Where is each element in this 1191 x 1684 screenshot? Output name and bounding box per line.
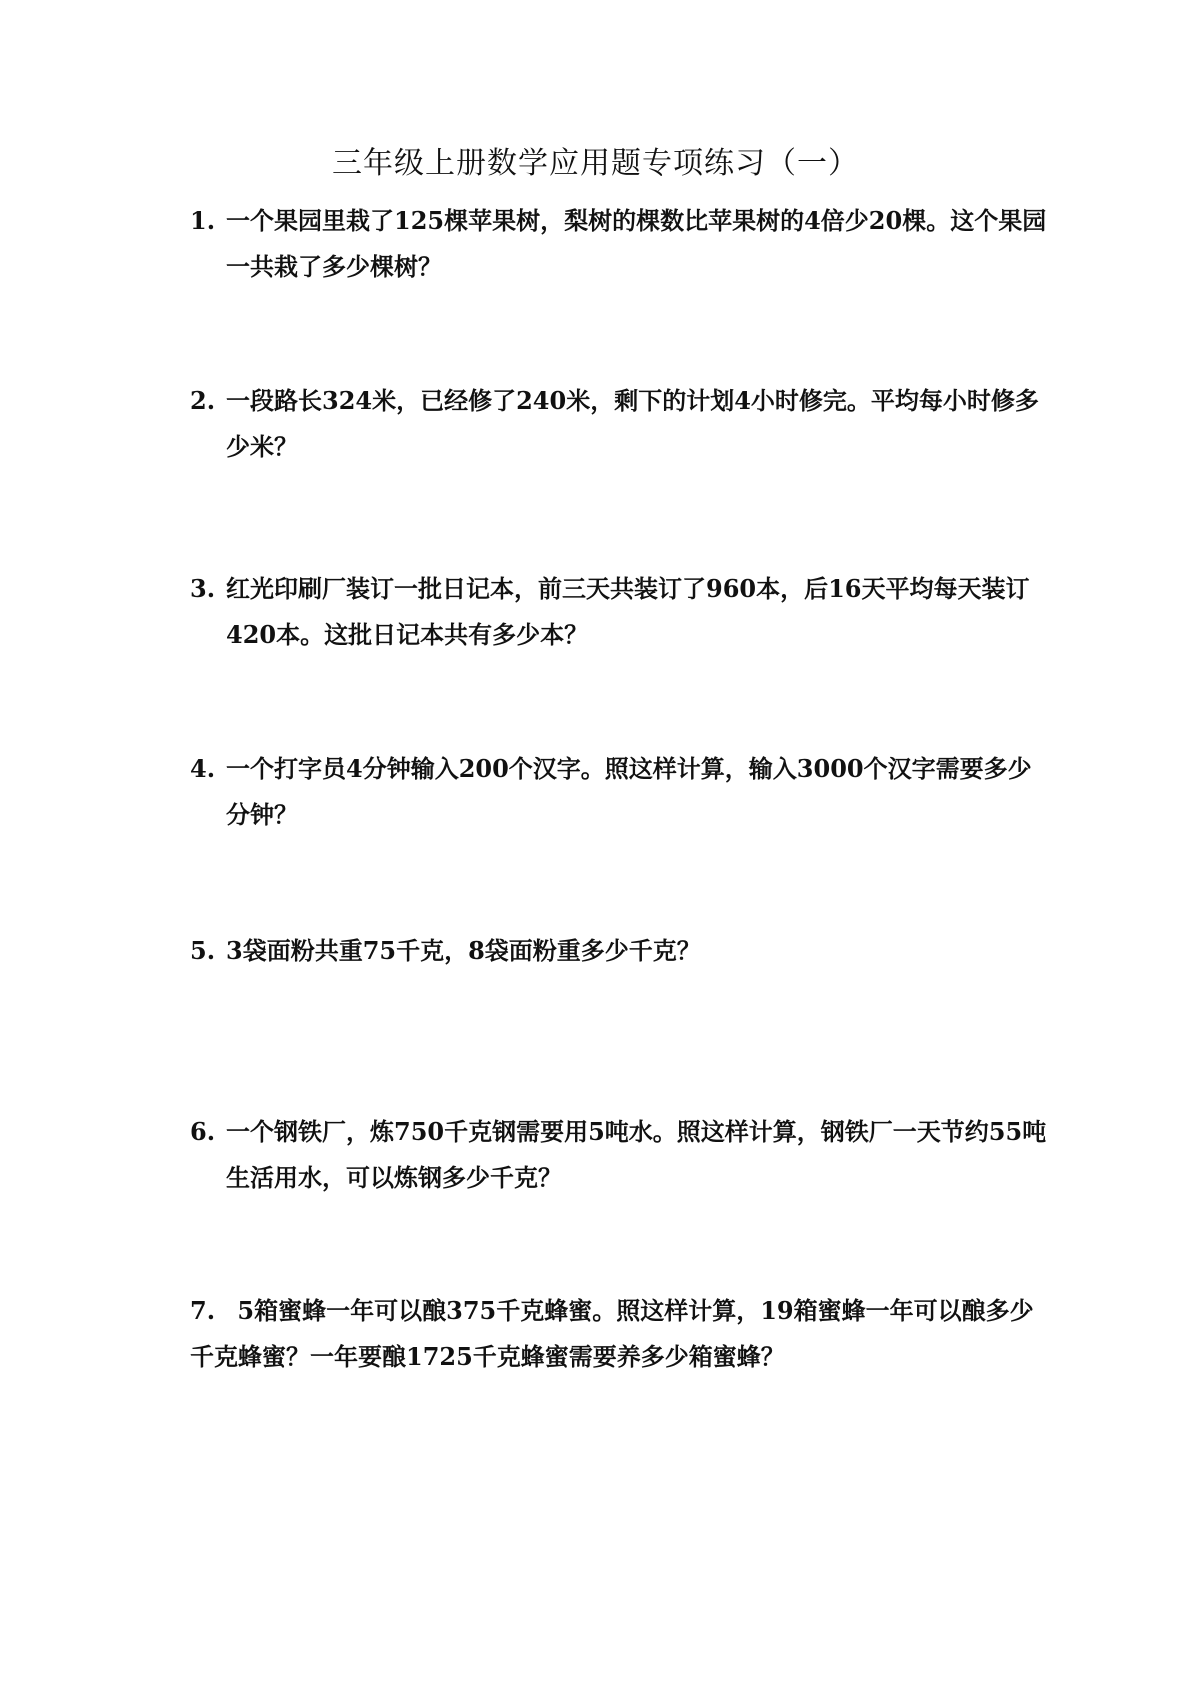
question-4 (190, 746, 1050, 838)
question-text: 5箱蜜蜂一年可以酿375千克蜂蜜。照这样计算，19箱蜜蜂一年可以酿多少千克蜂蜜？一年要酿1725千克蜂蜜需要养多少箱蜜蜂？ (190, 1296, 1034, 1371)
question-number: 1. (190, 206, 216, 235)
question-number: 3. (190, 574, 216, 603)
question-text: 红光印刷厂装订一批日记本，前三天共装订了960本，后16天平均每天装订420本。这批日记本共有多少本？ (226, 574, 1030, 649)
question-number: 7. (190, 1296, 216, 1325)
question-1 (190, 198, 1050, 290)
question-number: 6. (190, 1117, 216, 1146)
page-title: 三年级上册数学应用题专项练习（一） (332, 146, 859, 181)
question-number: 5. (190, 936, 216, 965)
question-5 (190, 928, 1050, 974)
question-text: 一个打字员4分钟输入200个汉字。照这样计算，输入3000个汉字需要多少分钟？ (226, 754, 1032, 829)
question-text: 3袋面粉共重75千克，8袋面粉重多少千克？ (226, 936, 701, 965)
question-3 (190, 566, 1050, 658)
question-number: 4. (190, 754, 216, 783)
question-6 (190, 1109, 1050, 1201)
question-text: 一段路长324米，已经修了240米，剩下的计划4小时修完。平均每小时修多少米？ (226, 386, 1039, 461)
question-2 (190, 378, 1050, 470)
question-number: 2. (190, 386, 216, 415)
question-text: 一个钢铁厂，炼750千克钢需要用5吨水。照这样计算，钢铁厂一天节约55吨生活用水，可以炼钢多少千克？ (226, 1117, 1047, 1192)
question-text: 一个果园里栽了125棵苹果树，梨树的棵数比苹果树的4倍少20棵。这个果园一共栽了多少棵树？ (226, 206, 1047, 281)
question-7 (190, 1288, 1050, 1380)
